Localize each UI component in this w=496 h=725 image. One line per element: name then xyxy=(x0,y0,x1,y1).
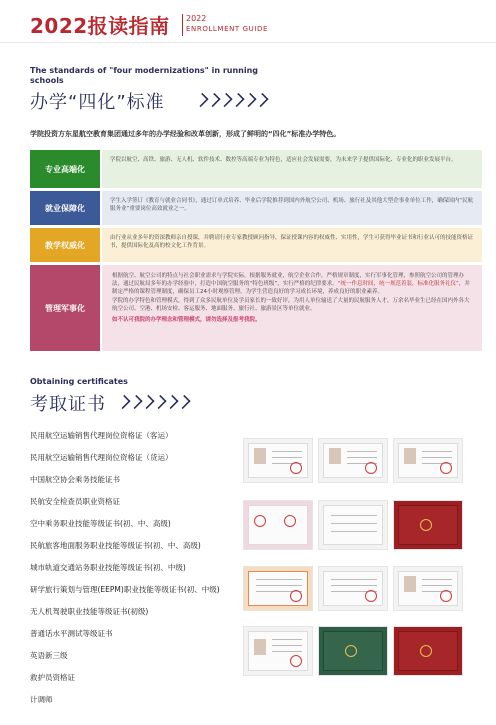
header-year: 2022 xyxy=(186,14,207,23)
list-item: 空中乘务职业技能等级证书(初、中、高级) xyxy=(30,519,171,528)
certificate-image xyxy=(243,438,313,483)
list-item: 民航旅客地面服务职业技能等级证书(初、中、高级) xyxy=(30,541,201,550)
page-header xyxy=(0,0,496,42)
standard-row-teaching xyxy=(30,228,482,262)
list-item: 民用航空运输销售代理岗位资格证（客运） xyxy=(30,431,173,440)
standard-label: 教学权威化 xyxy=(30,228,100,262)
certificate-image xyxy=(243,626,313,676)
list-item: 普通话水平测试等级证书 xyxy=(30,629,113,638)
standard-label: 就业保障化 xyxy=(30,191,100,225)
standard-description: 由行业从业多年的资深教师亲自授课，并聘请行业专家教授顾问指导，保证授课内容的权威性、实用性，学生可获得毕业证书和行业认可的技能资格证书，提供国际化及高的校文化工作背景。 xyxy=(102,228,482,262)
standard-row-employment xyxy=(30,191,482,225)
certificate-image xyxy=(243,500,313,550)
list-item: 城市轨道交通站务职业技能等级证书(初、中级) xyxy=(30,563,186,572)
chevron-right-icon xyxy=(118,395,189,409)
standard-label: 管理军事化 xyxy=(30,265,100,351)
list-item: 英语新三级 xyxy=(30,651,68,660)
certificate-image xyxy=(318,626,388,676)
section1-intro: 学院投资方东星航空教育集团通过多年的办学经验和改革创新，形成了鲜明的“四化”标准办学特色。 xyxy=(30,130,341,138)
management-text-a: 根据航空、航空公司的特点与社会职业需求与学院实际，根据服务就业，航空企业合作，严格规章制度，实行军事化管理，参照航空公司的管理办法，通过民航局多年的办学经验中，打造中国航空服务的“特色班级”，实行严格的纪律要求。 xyxy=(112,273,465,287)
management-text-b: ，并制定严格的课程管理制度，确保员工24小时观察管理。为学生营造良好的学习成长环境，养成良好的职业素养。 xyxy=(112,281,470,295)
list-item: 计调师 xyxy=(30,695,53,704)
standard-description xyxy=(102,265,482,351)
section2-en-title: Obtaining certificates xyxy=(30,377,128,386)
chevron-right-icon xyxy=(196,93,267,107)
certificate-image xyxy=(393,500,463,550)
management-footer: 如不认可我院的办学理念和管理模式，请勿选择及报考我院。 xyxy=(112,317,261,323)
management-highlight: “统一作息时间，统一规范着装，标准化服务礼仪” xyxy=(337,281,459,287)
section2-cn-title: 考取证书 xyxy=(30,394,106,415)
section1-cn-title: 办学“四化”标准 xyxy=(30,92,165,113)
certificate-image xyxy=(243,566,313,611)
certificate-image xyxy=(393,438,463,483)
list-item: 中国航空协会乘务技能证书 xyxy=(30,475,120,484)
standard-label: 专业高端化 xyxy=(30,150,100,188)
list-item: 研学旅行策划与管理(EEPM)职业技能等级证书(初、中级) xyxy=(30,585,220,594)
list-item: 无人机驾驶职业技能等级证书(初级) xyxy=(30,607,149,616)
header-divider xyxy=(182,14,183,36)
certificate-image xyxy=(393,566,463,611)
certificate-image xyxy=(318,500,388,550)
standard-description: 学生入学签订《教育与就业合同书》，通过订单式培养、毕业后学院推荐到国内外航空公司、机场、旅行社及其他大型企事业单位工作，确保国内“民航服务业”重要岗位高效就业之一。 xyxy=(102,191,482,225)
certificate-image xyxy=(393,626,463,676)
certificate-image xyxy=(318,566,388,611)
section1-en-title: The standards of "four modernizations" in running schools xyxy=(30,66,259,85)
standard-description: 学院以航空、高铁、旅游、无人机、软件技术、数控等高端专业为特色，适应社会发展需要，为未来学子提供国际化、专业化的职业发展平台。 xyxy=(102,150,482,188)
list-item: 民航安全检查员职业资格证 xyxy=(30,497,120,506)
standard-row-management xyxy=(30,265,482,351)
header-subtitle: ENROLLMENT GUIDE xyxy=(186,25,269,33)
standard-row-specialty xyxy=(30,150,482,188)
certificate-image xyxy=(318,438,388,483)
list-item: 民用航空运输销售代理岗位资格证（货运） xyxy=(30,453,173,462)
header-rule xyxy=(0,42,496,43)
page-title: 2022报读指南 xyxy=(30,14,170,38)
management-text-c: 学院的办学特色和管理模式，得到了众多民航单位及学员家长的一致好评，为用人单位输送了大量的民航服务人才，万余名毕业生已经在国内外各大航空公司、空港、机场安检、客运服务、地面服务、旅行社、旅游景区等单位就业。 xyxy=(112,298,470,312)
list-item: 救护员资格证 xyxy=(30,673,75,682)
